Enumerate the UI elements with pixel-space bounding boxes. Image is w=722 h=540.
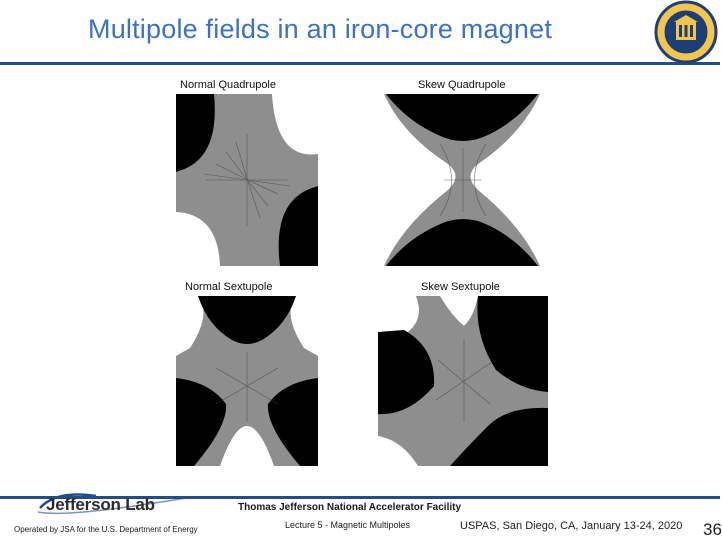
normal-quadrupole-panel (176, 94, 318, 266)
lecture-title: Lecture 5 - Magnetic Multipoles (285, 520, 411, 530)
facility-name: Thomas Jefferson National Accelerator Facility (238, 502, 462, 513)
jefferson-lab-logo-text: Jefferson Lab (46, 495, 155, 514)
panel-label-skew-sextupole: Skew Sextupole (421, 281, 500, 293)
normal-sextupole-panel (176, 296, 318, 466)
page-number: 36 (703, 520, 722, 539)
skew-quadrupole-panel (378, 94, 548, 266)
operated-by-text: Operated by JSA for the U.S. Department of Energy (14, 525, 198, 534)
panel-label-normal-sextupole: Normal Sextupole (185, 281, 273, 293)
title-divider (0, 62, 720, 65)
panel-label-skew-quadrupole: Skew Quadrupole (418, 79, 506, 91)
skew-sextupole-panel (378, 296, 548, 466)
course-info: USPAS, San Diego, CA, January 13-24, 2020 (460, 520, 683, 532)
slide-title: Multipole fields in an iron-core magnet (88, 14, 553, 44)
university-seal-icon (654, 0, 718, 64)
panel-label-normal-quadrupole: Normal Quadrupole (180, 79, 276, 91)
